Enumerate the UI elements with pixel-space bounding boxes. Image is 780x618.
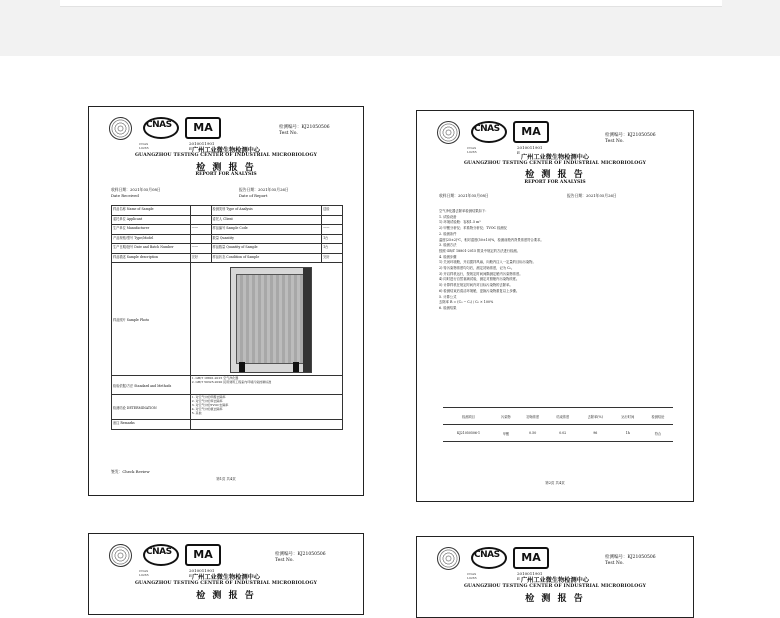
cnas-logo-icon: CNAS — [471, 547, 505, 567]
seal-icon — [437, 547, 460, 570]
sample-photo-cell — [190, 263, 342, 376]
report-page-3[interactable] — [88, 533, 364, 615]
org-name-en: GUANGZHOU TESTING CENTER OF INDUSTRIAL MICROBIOLOGY — [463, 161, 647, 166]
org-name-en: GUANGZHOU TESTING CENTER OF INDUSTRIAL MICROBIOLOGY — [463, 584, 647, 589]
received-date: 收样日期：2021年05月08日 Date Received — [111, 187, 161, 198]
report-title: 检 测 报 告 — [525, 594, 585, 604]
top-toolbar — [0, 0, 780, 56]
cert-number: 2010011901 E — [189, 141, 215, 151]
org-name-cn: 广州工业微生物检测中心 — [520, 154, 590, 161]
test-number: 检测编号：KJ21050506 Test No. — [279, 125, 330, 136]
test-number: 检测编号：KJ21050506 Test No. — [275, 552, 326, 563]
org-name-cn: 广州工业微生物检测中心 — [191, 574, 261, 581]
seal-icon — [109, 117, 132, 140]
ma-logo-icon: MA — [513, 547, 549, 569]
result-list: 1. 对空气中的甲醛去除率 2. 对空气中的苯去除率 3. 对空气中的TVOC去除率 4. 对空气中的氨去除率 5. 其他 — [190, 395, 342, 420]
ma-logo-icon: MA — [185, 544, 221, 566]
cert-number: 2010011901 E — [189, 568, 215, 578]
ma-logo-icon: MA — [513, 121, 549, 143]
report-title: 检 测 报 告 — [196, 163, 256, 173]
table-row: KJ21050506-1 甲醛 0.50 0.02 96 1h 符合 — [443, 425, 673, 442]
report-title: 检 测 报 告 — [525, 170, 585, 180]
toolbar-card — [60, 0, 722, 7]
remark-label: 备注 Remarks — [112, 420, 191, 430]
photo-label: 样品照片 Sample Photo — [112, 263, 191, 376]
org-name-en: GUANGZHOU TESTING CENTER OF INDUSTRIAL MICROBIOLOGY — [134, 581, 318, 586]
report-title-en: REPORT FOR ANALYSIS — [195, 172, 257, 177]
report-page-1[interactable] — [88, 106, 364, 496]
report-title-en: REPORT FOR ANALYSIS — [524, 180, 586, 185]
standard-label: 检验依据/方法 Standard and Methods — [112, 376, 191, 395]
sample-photo — [230, 267, 312, 373]
cnas-caption: CNAS L0265 — [139, 569, 149, 577]
report-title: 检 测 报 告 — [196, 591, 256, 601]
cert-number: 2010011901 E — [517, 145, 543, 155]
cnas-logo-icon: CNAS — [471, 121, 505, 141]
report-page-2[interactable] — [416, 110, 694, 502]
report-body-text: 空气净化器去除率检测结果如下： 1. 试验设备 1) 环境试验舱：容积1.5 m³ 2) 甲醛分析仪；苯系物分析仪；TVOC 检测仪 2. 检测条件 温度(25±2)℃，相对湿度(50±10)%，检测前舱内背景浓度符合要求。 3. 检测方法 按照 GB/T 18801-2015 附录中规定的方法进行检测。 4. 检测步骤 1) 关闭环境舱，开启搅拌风扇，向舱内注入一定量的目标污染物。 2) 待污染物浓度均匀后，测定初始浓度，记为 C₀。 3) 开启样机运行，按规定时间间隔测定舱内污染物浓度。 4) 同时进行自然衰减试验，测定对照舱内污染物浓度。 5) 计算样机在规定时间内对目标污染物的去除率。 6) 检测结束后清洁环境舱，更换污染物重复以上步骤。 5. 计算公式 去除率 R = (C₀ − Cₜ) / C₀ × 100% 6. 检测结果 — [439, 209, 544, 310]
received-date: 收样日期：2021年05月08日 — [439, 193, 489, 198]
cnas-caption: CNAS L0265 — [467, 572, 477, 580]
cert-number: 2010011901 E — [517, 571, 543, 581]
org-name-cn: 广州工业微生物检测中心 — [520, 577, 590, 584]
sample-info-table: 样品名称 Name of Sample 检测类别 Type of Analysis 送检 委托单位 Applicant 委托人 Client 生产单位 Manufacturer —— 样品编号 Sample Code —— 产品规格/型号 Type/Model 数量 Quantity 1台 生产日期/批号 Date and Batch Number —— 样品数量 Quantity of Sample 1台 样品描述 Sample description 完好 样品状态 Condition of Sample 完好 样品照片 Sample Photo 检验依据/方法 Standard and Methods 1. GB/T 18801-2015 空气净化器 2. GB/T 50325-2020 民用建筑工程室内环境污染控制标准 检测结论 DETERMINATION 1. 对空气中的甲醛去除率 2. 对空气中的苯去除率 3. 对空气中的TVOC去除率 4. 对空气中的氨去除率 5. 其他 备注 Remarks — [111, 205, 343, 430]
test-number: 检测编号：KJ21050506 Test No. — [605, 555, 656, 566]
results-table — [443, 407, 673, 442]
org-name-cn: 广州工业微生物检测中心 — [191, 147, 261, 154]
page-number: 第2页 共4页 — [545, 481, 565, 485]
signer: 签发：Check Review — [111, 469, 150, 474]
page-number: 第1页 共4页 — [216, 477, 236, 481]
seal-icon — [109, 544, 132, 567]
standard-list: 1. GB/T 18801-2015 空气净化器 2. GB/T 50325-2020 民用建筑工程室内环境污染控制标准 — [190, 376, 342, 395]
cnas-caption: CNAS L0265 — [467, 146, 477, 154]
org-name-en: GUANGZHOU TESTING CENTER OF INDUSTRIAL MICROBIOLOGY — [134, 153, 318, 158]
report-page-4[interactable] — [416, 536, 694, 618]
cnas-logo-icon: CNAS — [143, 544, 177, 564]
report-date: 报告日期：2021年05月26日 — [567, 193, 617, 198]
cnas-logo-icon: CNAS — [143, 117, 177, 137]
ma-logo-icon: MA — [185, 117, 221, 139]
seal-icon — [437, 121, 460, 144]
table-header-row: 检测项目 污染物 初始浓度 结束浓度 去除率(%) 运行时间 检测结论 — [443, 408, 673, 425]
report-date: 报告日期：2021年05月26日 Date of Report — [239, 187, 289, 198]
test-number: 检测编号：KJ21050506 Test No. — [605, 133, 656, 144]
result-label: 检测结论 DETERMINATION — [112, 395, 191, 420]
cnas-caption: CNAS L0265 — [139, 142, 149, 150]
